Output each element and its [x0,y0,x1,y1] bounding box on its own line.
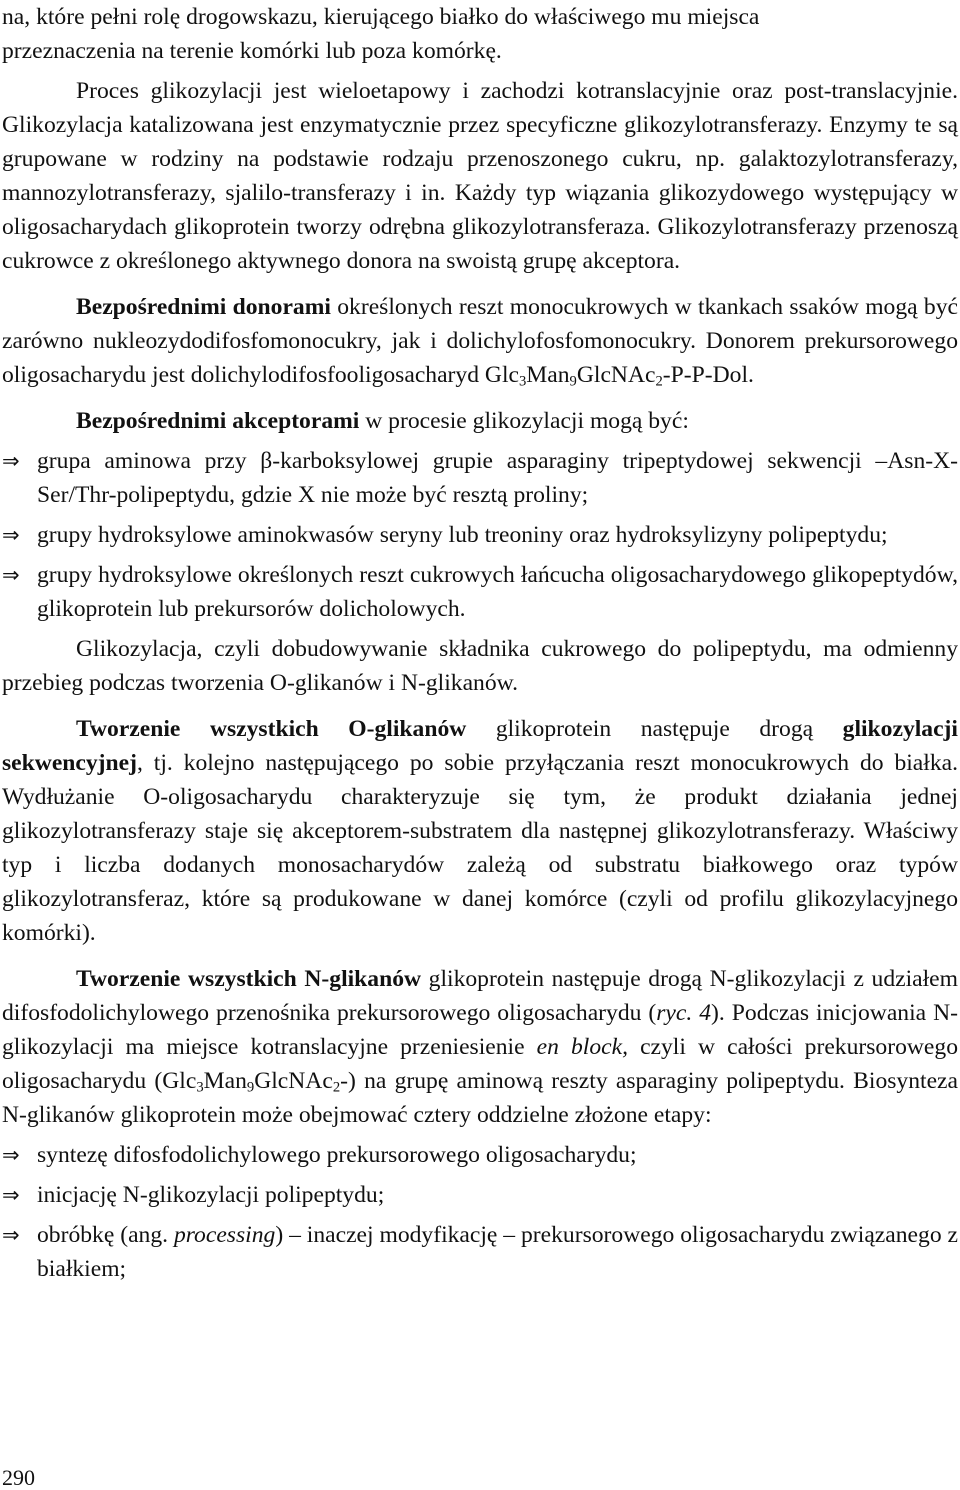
list-item [2,558,958,626]
list-item [2,444,958,512]
double-arrow-icon: ⇒ [2,1183,20,1207]
paragraph-text: Proces glikozylacji jest wieloetapowy i zachodzi kotranslacyjnie oraz post-translacyjnie. Glikozylacja katalizowana jest enzymatycznie przez specyficzne glikozylotransferazy. Enzymy te są grupowane w rodziny na podstawie rodzaju przenoszonego cukru, np. galaktozylotransferazy, mannozylotransferazy, sjalilo-transferazy i in. Każdy typ wiązania glikozydowego występujący w oligosacharydach glikoprotein tworzy odrębna glikozylotransferaza. Glikozylotransferazy przenoszą cukrowce z określonego aktywnego donora na swoistą grupę akceptora. [2,78,958,274]
list-item [2,1138,958,1172]
double-arrow-icon: ⇒ [2,1223,20,1247]
bold-term: Bezpośrednimi akceptorami [76,408,360,434]
bold-term: Bezpośrednimi donorami [76,294,331,320]
list-item-text: obróbkę (ang. [37,1222,174,1248]
subscript: 9 [569,373,577,390]
paragraph-text: -P-P-Dol. [662,362,754,388]
paragraph-o-glycans [2,712,958,950]
italic-term: processing [173,1222,276,1248]
paragraph-text: Man [203,1068,247,1094]
list-item-text: grupy hydroksylowe aminokwasów seryny lub treoniny oraz hydroksylizyny polipeptydu; [37,522,888,548]
list-item [2,518,958,552]
paragraph-n-glycans [2,962,958,1132]
paragraph-text: określonych reszt monocukrowych w tkankach ssaków mogą być zarówno nukleozydodifosfomonocukry, jak i dolichylofosfomonocukry. Donorem prekursorowego oligosacharydu jest dolichylodifosfooligosacharyd Glc [2,294,958,388]
list-item-text: grupa aminowa przy β-karboksylowej grupie asparaginy tripeptydowej sekwencji –Asn-X-Ser/Thr-polipeptydu, gdzie X nie może być resztą proliny; [37,448,958,508]
text-line: na, które pełni rolę drogowskazu, kierującego białko do właściwego mu miejsca [2,4,760,30]
subscript: 2 [332,1079,341,1096]
list-item [2,1178,958,1212]
list-item-text: syntezę difosfodolichylowego prekursorowego oligosacharydu; [37,1142,637,1168]
subscript: 3 [518,373,527,390]
bold-term: glikozylacji sekwencyjnej [2,716,958,776]
list-item [2,1218,958,1286]
figure-reference: ryc. 4 [656,1000,712,1026]
paragraph-donors [2,290,958,392]
paragraph-text: ). Podczas inicjowania N-glikozylacji ma miejsce kotranslacyjne przeniesienie [2,1000,958,1060]
double-arrow-icon: ⇒ [2,523,20,547]
paragraph-text: GlcNAc [576,362,656,388]
paragraph-text: Man [526,362,570,388]
subscript: 9 [246,1079,255,1096]
list-item-text: inicjację N-glikozylacji polipeptydu; [37,1182,385,1208]
paragraph-glycosylation-summary [2,632,958,700]
paragraph-text: glikoprotein następuje drogą N-glikozylacji z udziałem difosfodolichylowego przenośnika prekursorowego oligosacharydu ( [2,966,958,1026]
list-item-text: grupy hydroksylowe określonych reszt cukrowych łańcucha oligosacharydowego glikopeptydów, glikoprotein lub prekursorów dolicholowych. [37,562,958,622]
double-arrow-icon: ⇒ [2,563,20,587]
page-number: 290 [2,1465,35,1490]
double-arrow-icon: ⇒ [2,449,20,473]
bold-term: Tworzenie wszystkich N-glikanów [76,966,422,992]
paragraph-acceptors [2,404,958,438]
paragraph-continuation [2,0,958,68]
double-arrow-icon: ⇒ [2,1143,20,1167]
text-body [2,0,958,1286]
paragraph-text: glikoprotein następuje drogą [466,716,843,742]
text-line: przeznaczenia na terenie komórki lub poza komórkę. [2,38,502,64]
paragraph-text: Glikozylacja, czyli dobudowywanie składnika cukrowego do polipeptydu, ma odmienny przebieg podczas tworzenia O-glikanów i N-glikanów. [2,636,958,696]
subscript: 3 [196,1079,204,1096]
paragraph-text: -) na grupę aminową reszty asparaginy polipeptydu. Biosynteza N-glikanów glikoprotein może obejmować cztery oddzielne złożone etapy: [2,1068,958,1128]
paragraph-text: czyli w całości prekursorowego oligosacharydu (Glc [2,1034,958,1094]
italic-term: en block, [536,1034,628,1060]
paragraph-text: , tj. kolejno następującego po sobie przyłączania reszt monocukrowych do białka. Wydłużanie O-oligosacharydu charakteryzuje się tym, że produkt działania jednej glikozylotransferazy staje się akceptorem-substratem dla następnej glikozylotransferazy. Właściwy typ i liczba dodanych monosacharydów zależą od substratu białkowego oraz typów glikozylotransferaz, które są produkowane w danej komórce (czyli od profilu glikozylacyjnego komórki). [2,750,958,946]
subscript: 2 [655,373,663,390]
paragraph-text: w procesie glikozylacji mogą być: [359,408,689,434]
list-item-text: ) – inaczej modyfikację – prekursorowego oligosacharydu związanego z białkiem; [37,1222,958,1282]
paragraph-glycosylation-process [2,74,958,278]
paragraph-text: GlcNAc [254,1068,333,1094]
bold-term: Tworzenie wszystkich O-glikanów [76,716,467,742]
